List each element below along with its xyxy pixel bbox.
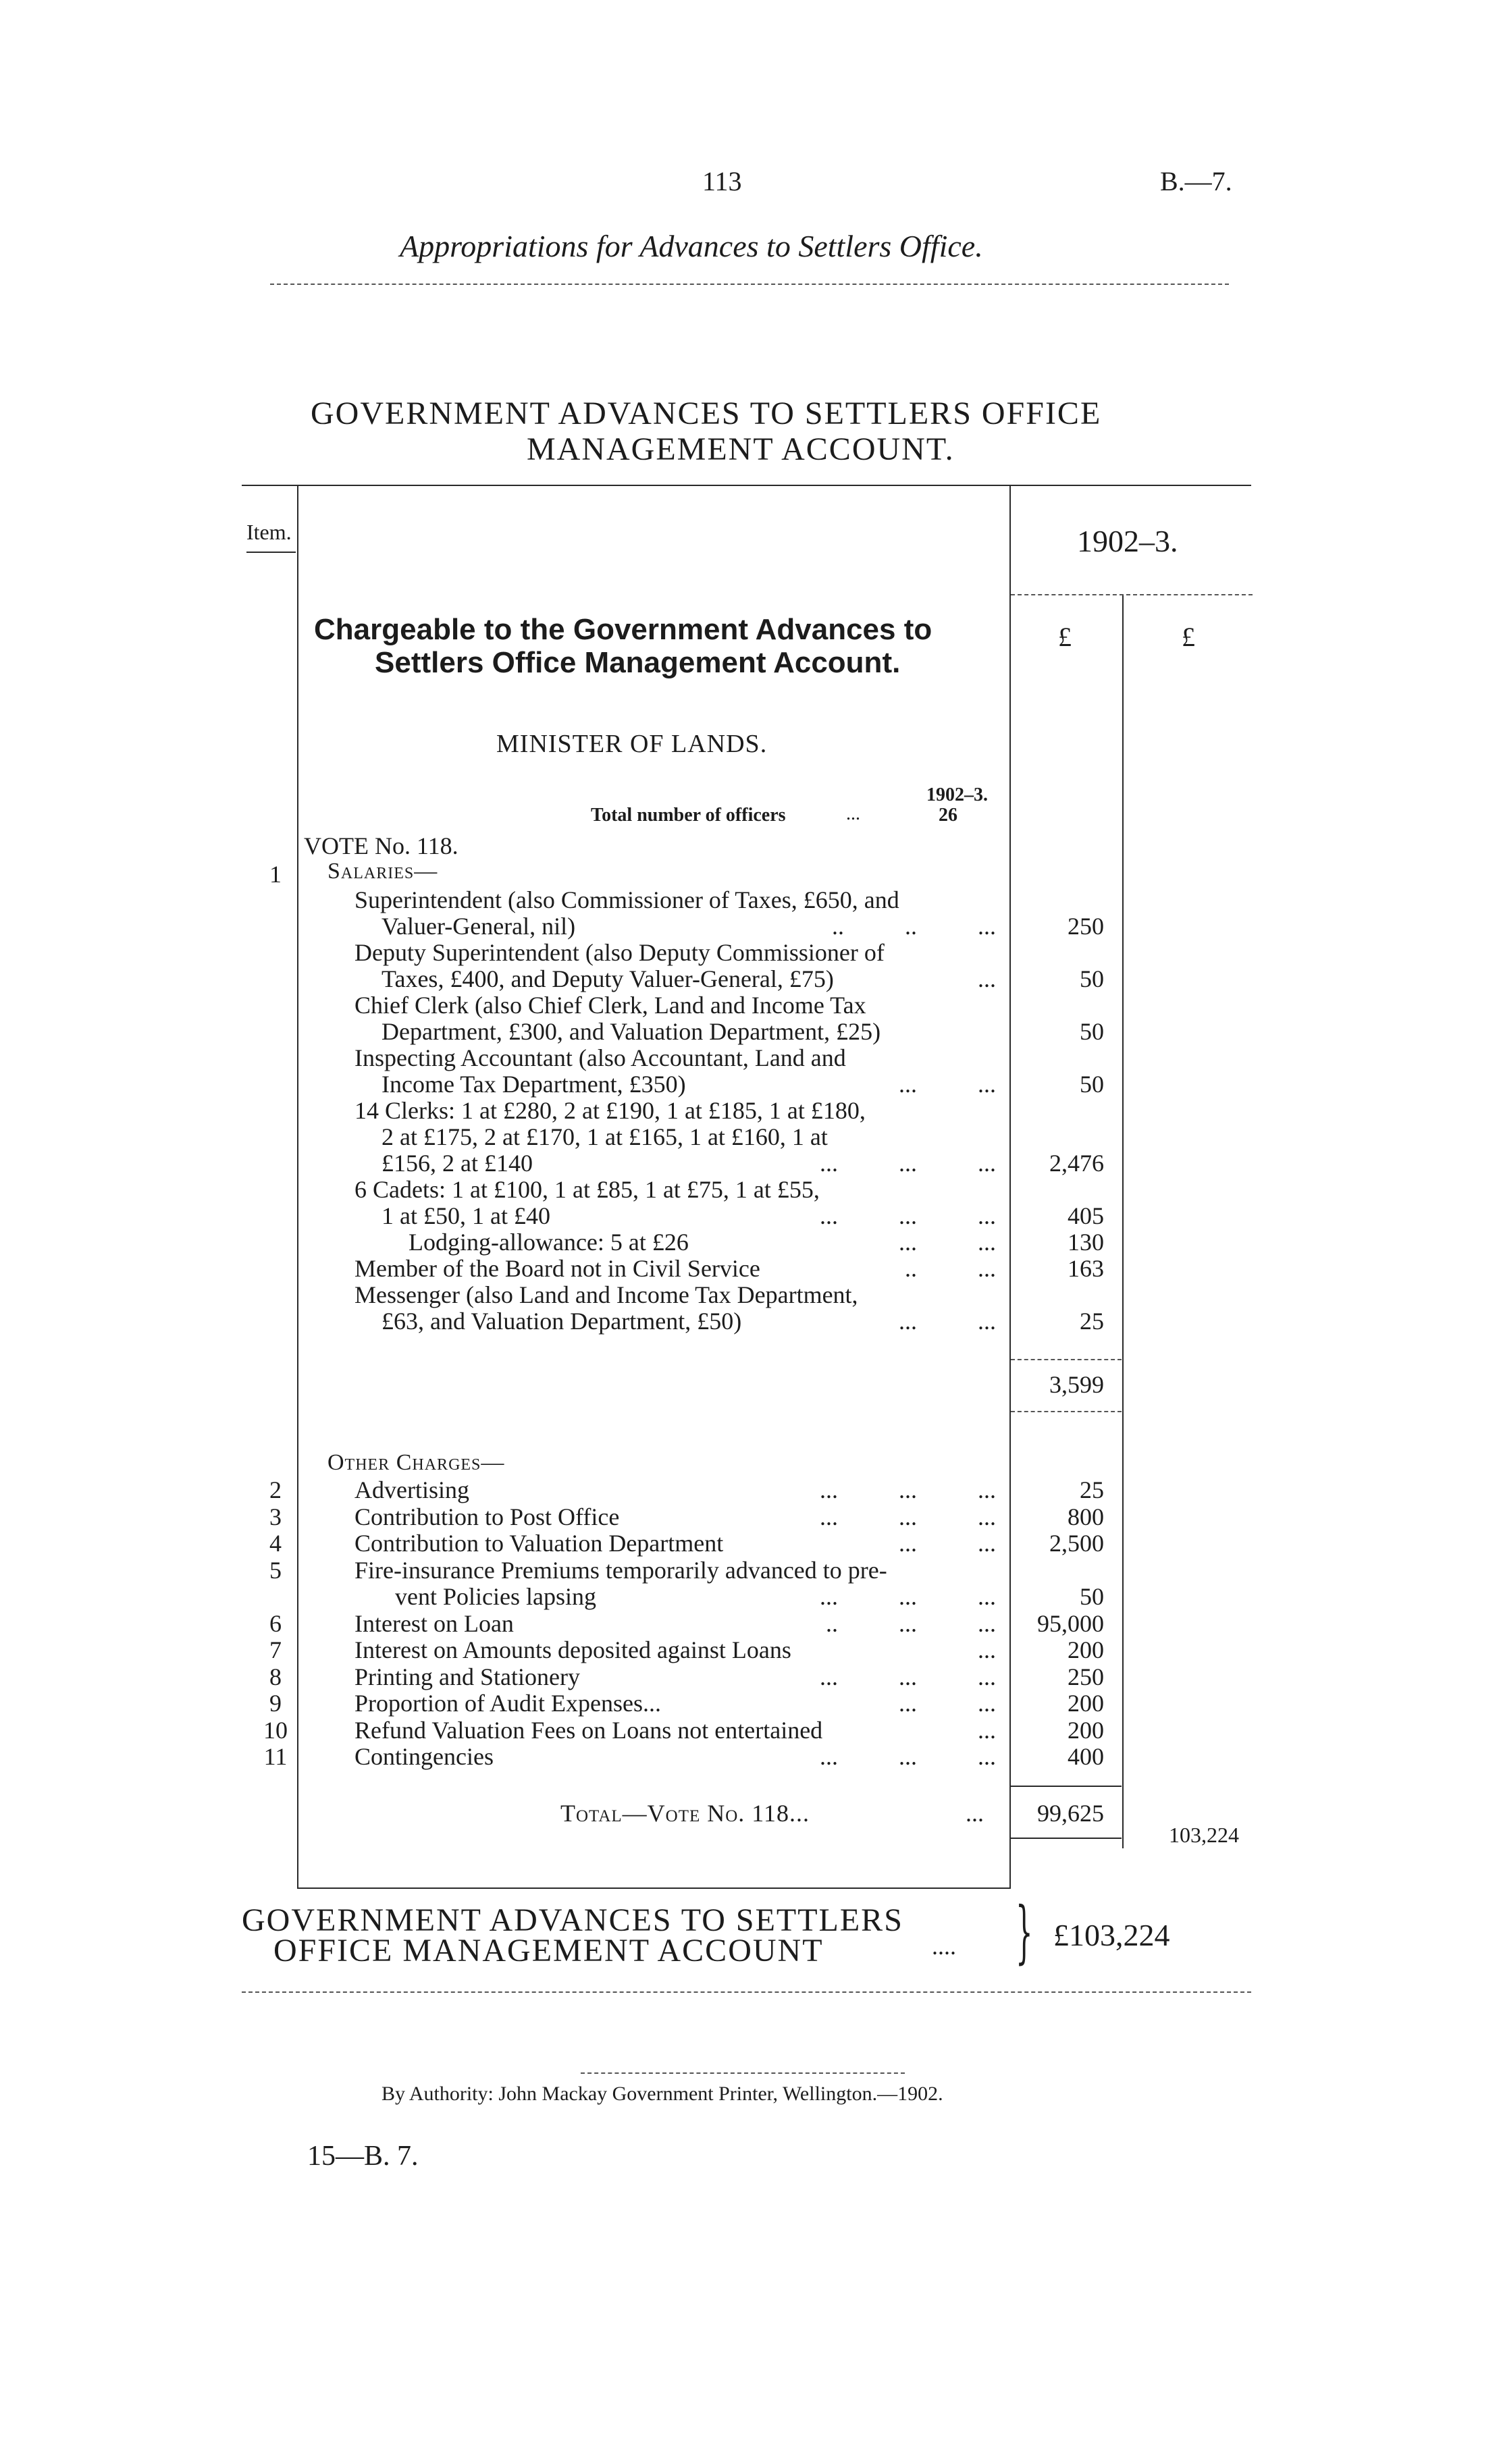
other-charge-label: Advertising (354, 1476, 469, 1503)
salary-line: Messenger (also Land and Income Tax Department, (354, 1281, 858, 1308)
other-leader-dots: ... (978, 1716, 996, 1744)
signature-mark: 15—B. 7. (307, 2141, 419, 2172)
salary-line: 6 Cadets: 1 at £100, 1 at £85, 1 at £75, 1 at £55, (354, 1176, 820, 1203)
salary-line: £156, 2 at £140 (382, 1150, 533, 1177)
salary-leader-dots: ... ... ... (820, 1150, 996, 1177)
salary-line: Department, £300, and Valuation Department, £25) (382, 1018, 881, 1045)
salaries-item-number: 1 (269, 861, 282, 888)
salary-line: 2 at £175, 2 at £170, 1 at £165, 1 at £160, 1 at (382, 1123, 828, 1150)
total-vote-amount: 99,625 (1037, 1800, 1104, 1827)
salary-line: Valuer-General, nil) (382, 913, 576, 940)
other-charge-amount: 200 (1068, 1690, 1104, 1717)
salary-leader-dots: ... ... (899, 1229, 996, 1256)
other-leader-dots: ... ... ... (820, 1583, 996, 1610)
page-number: 113 (702, 166, 742, 196)
other-item-number: 4 (269, 1530, 282, 1557)
salary-leader-dots: ... ... (899, 1071, 996, 1098)
summary-brace: } (1016, 1892, 1033, 1971)
title-line-2: MANAGEMENT ACCOUNT. (527, 431, 955, 467)
salaries-total-rule (1011, 1411, 1122, 1412)
other-charge-amount: 250 (1068, 1663, 1104, 1690)
table-top-rule (242, 485, 1251, 486)
other-charge-label: Interest on Loan (354, 1609, 514, 1637)
other-charge-amount: 800 (1068, 1503, 1104, 1530)
chargeable-heading-1: Chargeable to the Government Advances to (314, 613, 932, 646)
summary-line-1: GOVERNMENT ADVANCES TO SETTLERS (242, 1902, 903, 1938)
vote-heading: VOTE No. 118. (304, 832, 458, 859)
year-column-header: 1902–3. (1077, 524, 1178, 558)
item-header-underline (246, 552, 296, 553)
salary-line: Taxes, £400, and Deputy Valuer-General, £75) (382, 965, 834, 992)
item-column-header: Item. (246, 520, 292, 544)
salary-line: Chief Clerk (also Chief Clerk, Land and Income Tax (354, 992, 866, 1019)
summary-rule (242, 1991, 1251, 1993)
other-charge-label: Proportion of Audit Expenses... (354, 1690, 661, 1717)
sub-column-divider (1122, 594, 1124, 1848)
salary-line: Income Tax Department, £350) (382, 1071, 686, 1098)
other-charge-label: Contribution to Valuation Department (354, 1530, 724, 1557)
other-charge-amount: 200 (1068, 1716, 1104, 1744)
total-vote-label: Total—Vote No. 118... (560, 1800, 810, 1827)
other-charge-label-continued: vent Policies lapsing (395, 1583, 596, 1610)
minister-heading: MINISTER OF LANDS. (496, 730, 768, 758)
summary-line-2: OFFICE MANAGEMENT ACCOUNT (273, 1933, 824, 1968)
salary-amount: 2,476 (1049, 1150, 1104, 1177)
header-rule (270, 284, 1229, 285)
salary-line: Deputy Superintendent (also Deputy Commissioner of (354, 939, 885, 966)
total-bottom-rule (1011, 1838, 1122, 1839)
other-charges-heading: Other Charges— (327, 1450, 505, 1475)
table-bottom-rule (297, 1887, 1011, 1889)
salary-line: Member of the Board not in Civil Service (354, 1255, 760, 1282)
other-item-number: 10 (263, 1716, 288, 1744)
salary-line: £63, and Valuation Department, £50) (382, 1308, 742, 1335)
salary-leader-dots: ... ... ... (820, 1202, 996, 1229)
total-vote-dots: ... (966, 1800, 984, 1827)
other-item-number: 11 (263, 1743, 288, 1770)
salary-leader-dots: ... (978, 965, 996, 992)
salary-leader-dots: ... ... (899, 1308, 996, 1335)
total-top-rule (1011, 1786, 1122, 1787)
officers-label: Total number of officers (591, 805, 786, 826)
summary-amount: £103,224 (1053, 1918, 1170, 1952)
other-leader-dots: ... ... ... (820, 1663, 996, 1690)
salaries-heading: Salaries— (327, 859, 438, 884)
other-charge-amount: 25 (1080, 1476, 1104, 1503)
other-leader-dots: ... ... (899, 1530, 996, 1557)
other-charge-label: Contingencies (354, 1743, 494, 1770)
salary-amount: 50 (1080, 1018, 1104, 1045)
salary-amount: 25 (1080, 1308, 1104, 1335)
other-leader-dots: ... (978, 1636, 996, 1663)
currency-label-1: £ (1058, 622, 1072, 652)
other-leader-dots: ... ... ... (820, 1503, 996, 1530)
salary-amount: 50 (1080, 1071, 1104, 1098)
other-charge-amount: 400 (1068, 1743, 1104, 1770)
other-charge-amount: 200 (1068, 1636, 1104, 1663)
salary-amount: 130 (1068, 1229, 1104, 1256)
year-underline (1011, 594, 1253, 595)
other-charge-amount: 2,500 (1049, 1530, 1104, 1557)
officers-dots: ... (846, 803, 860, 824)
other-item-number: 5 (269, 1556, 282, 1584)
other-charge-amount: 50 (1080, 1583, 1104, 1610)
other-charge-amount: 95,000 (1037, 1609, 1104, 1637)
currency-label-2: £ (1182, 622, 1195, 652)
salary-line: Inspecting Accountant (also Accountant, Land and (354, 1044, 846, 1071)
other-leader-dots: ... ... ... (820, 1476, 996, 1503)
salary-line: Lodging-allowance: 5 at £26 (409, 1229, 689, 1256)
item-column-divider (297, 485, 298, 1889)
salary-line: 14 Clerks: 1 at £280, 2 at £190, 1 at £185, 1 at £180, (354, 1097, 866, 1124)
other-item-number: 2 (269, 1476, 282, 1503)
other-charge-label: Fire-insurance Premiums temporarily advanced to pre- (354, 1556, 887, 1584)
other-charge-label: Interest on Amounts deposited against Loans (354, 1636, 791, 1663)
other-item-number: 6 (269, 1609, 282, 1637)
other-item-number: 7 (269, 1636, 282, 1663)
salary-amount: 163 (1068, 1255, 1104, 1282)
chargeable-heading-2: Settlers Office Management Account. (375, 646, 901, 679)
salary-line: 1 at £50, 1 at £40 (382, 1202, 550, 1229)
paper-reference: B.—7. (1160, 166, 1232, 196)
salaries-total: 3,599 (1049, 1371, 1104, 1398)
other-charge-label: Refund Valuation Fees on Loans not entertained (354, 1716, 823, 1744)
other-charge-label: Contribution to Post Office (354, 1503, 620, 1530)
salaries-subtotal-rule (1011, 1359, 1122, 1360)
other-item-number: 8 (269, 1663, 282, 1690)
title-line-1: GOVERNMENT ADVANCES TO SETTLERS OFFICE (311, 396, 1102, 431)
other-item-number: 3 (269, 1503, 282, 1530)
running-title: Appropriations for Advances to Settlers Office. (400, 229, 983, 263)
other-charge-label: Printing and Stationery (354, 1663, 580, 1690)
other-leader-dots: ... ... ... (820, 1743, 996, 1770)
other-leader-dots: .. ... ... (826, 1609, 996, 1637)
other-item-number: 9 (269, 1690, 282, 1717)
other-leader-dots: ... ... (899, 1690, 996, 1717)
salary-leader-dots: .. .. ... (832, 913, 996, 940)
salary-leader-dots: .. ... (905, 1255, 996, 1282)
officers-year: 1902–3. (926, 784, 988, 805)
authority-line: By Authority: John Mackay Government Printer, Wellington.—1902. (382, 2083, 943, 2105)
officers-count: 26 (939, 805, 957, 826)
footer-rule (581, 2072, 905, 2074)
salary-amount: 405 (1068, 1202, 1104, 1229)
salary-line: Superintendent (also Commissioner of Taxes, £650, and (354, 886, 899, 913)
grand-total-amount: 103,224 (1169, 1823, 1239, 1847)
salary-amount: 50 (1080, 965, 1104, 992)
summary-dots: .... (932, 1933, 956, 1960)
salary-amount: 250 (1068, 913, 1104, 940)
